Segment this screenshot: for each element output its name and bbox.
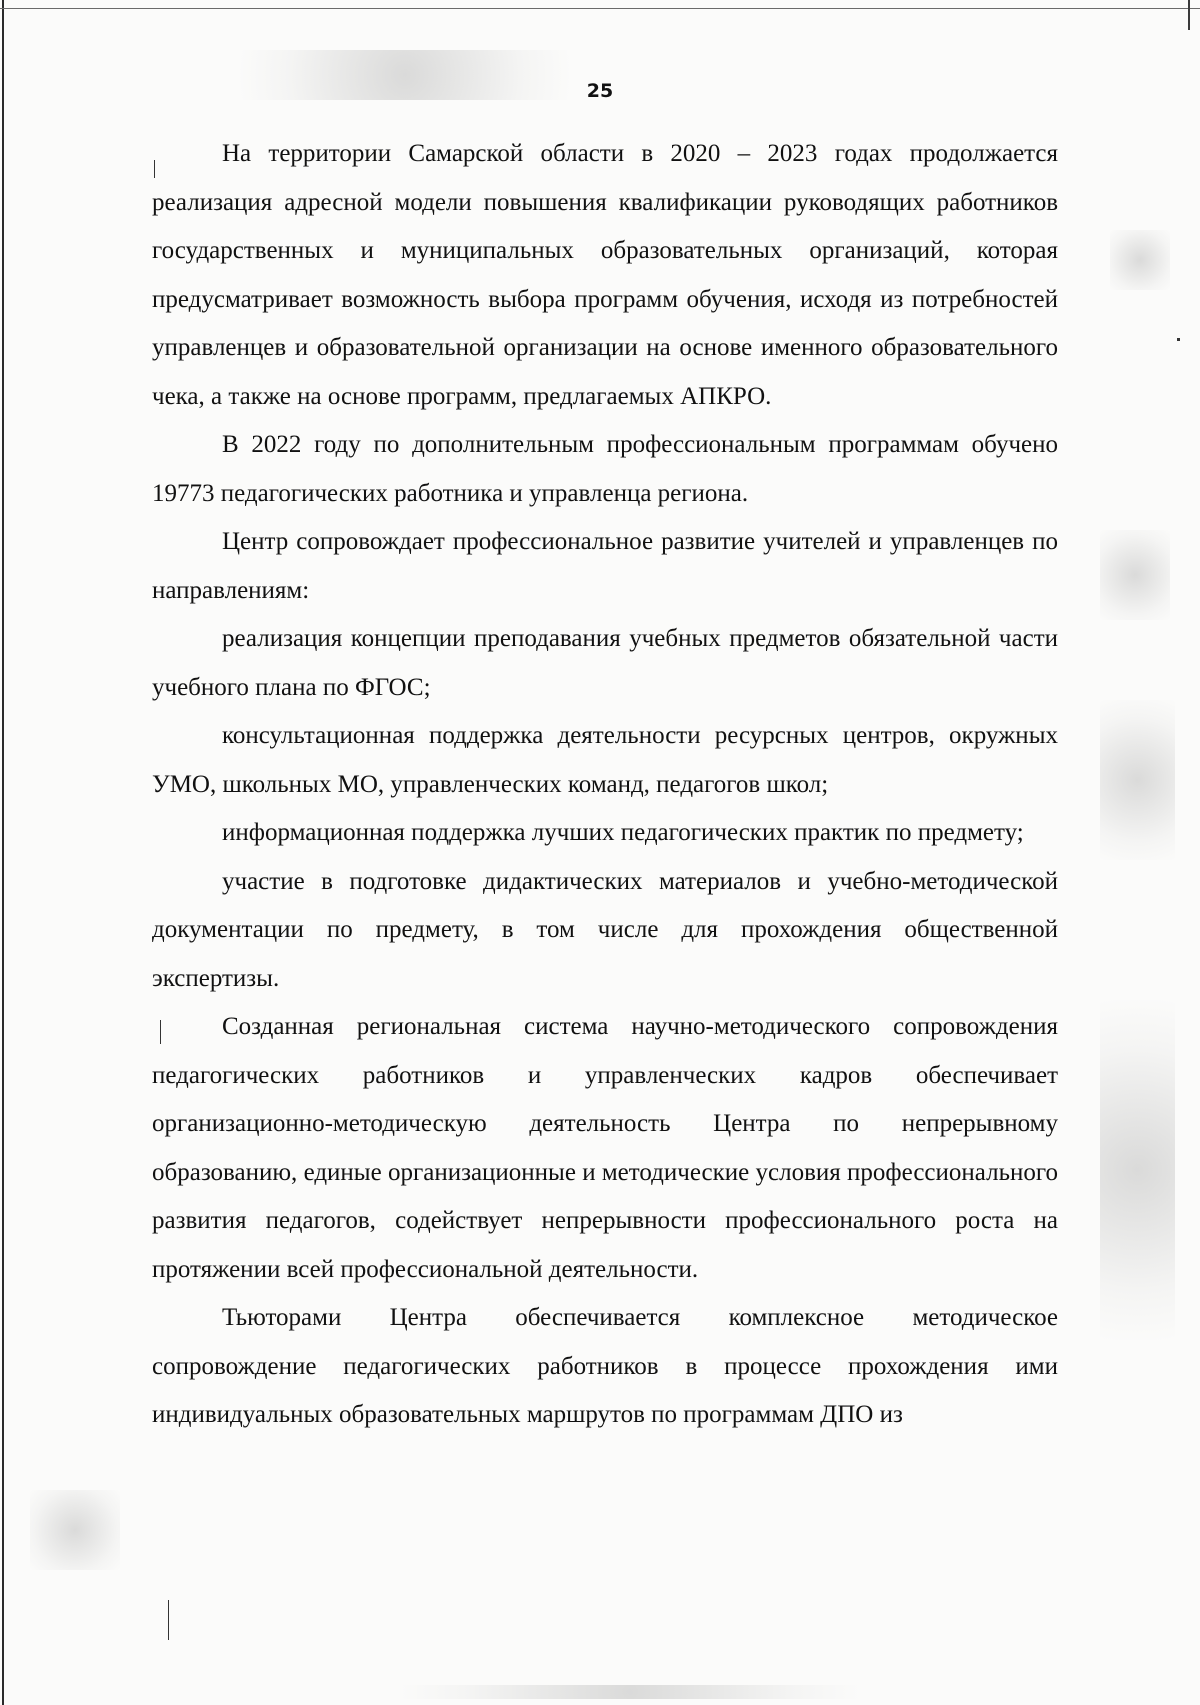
paragraph: Созданная региональная система научно-методического сопровождения педагогических работников и управленческих кадров обеспечивает организационно-методическую деятельность Центра по непрерывному образованию, единые организационные и методические условия профессионального развития педагогов, содействует непрерывности профессионального роста на протяжении всей профессиональной деятельности. — [152, 1013, 1058, 1283]
body-text — [152, 130, 1058, 1440]
scan-noise — [30, 1490, 120, 1570]
list-paragraph: участие в подготовке дидактических материалов и учебно-методической документации по предмету, в том числе для прохождения общественной экспертизы. — [152, 867, 1058, 992]
scan-edge-left — [2, 0, 4, 1705]
scan-noise — [1100, 530, 1170, 620]
scan-noise — [1100, 1000, 1175, 1340]
scan-edge-right — [1188, 0, 1190, 30]
page-number: 25 — [586, 80, 614, 102]
list-paragraph: реализация концепции преподавания учебных предметов обязательной части учебного плана по ФГОС; — [152, 625, 1058, 701]
scan-noise — [1110, 230, 1170, 290]
scan-edge-top — [0, 8, 1200, 9]
list-paragraph: консультационная поддержка деятельности ресурсных центров, окружных УМО, школьных МО, управленческих команд, педагогов школ; — [152, 722, 1058, 798]
list-paragraph: информационная поддержка лучших педагогических практик по предмету; — [222, 819, 1024, 846]
scan-noise — [400, 1685, 860, 1699]
scan-noise — [1100, 700, 1175, 860]
scan-mark — [1177, 338, 1180, 341]
paragraph: Тьюторами Центра обеспечивается комплексное методическое сопровождение педагогических работников в процессе прохождения ими индивидуальных образовательных маршрутов по программам ДПО из — [152, 1304, 1058, 1428]
paragraph: В 2022 году по дополнительным профессиональным программам обучено 19773 педагогических работника и управленца региона. — [152, 431, 1058, 507]
paragraph: На территории Самарской области в 2020 – 2023 годах продолжается реализация адресной модели повышения квалификации руководящих работников государственных и муниципальных образовательных организаций, которая предусматривает возможность выбора программ обучения, исходя из потребностей управленцев и образовательной организации на основе именного образовательного чека, а также на основе программ, предлагаемых АПКРО. — [152, 140, 1058, 410]
paragraph: Центр сопровождает профессиональное развитие учителей и управленцев по направлениям: — [152, 528, 1058, 604]
scan-mark — [168, 1600, 169, 1640]
